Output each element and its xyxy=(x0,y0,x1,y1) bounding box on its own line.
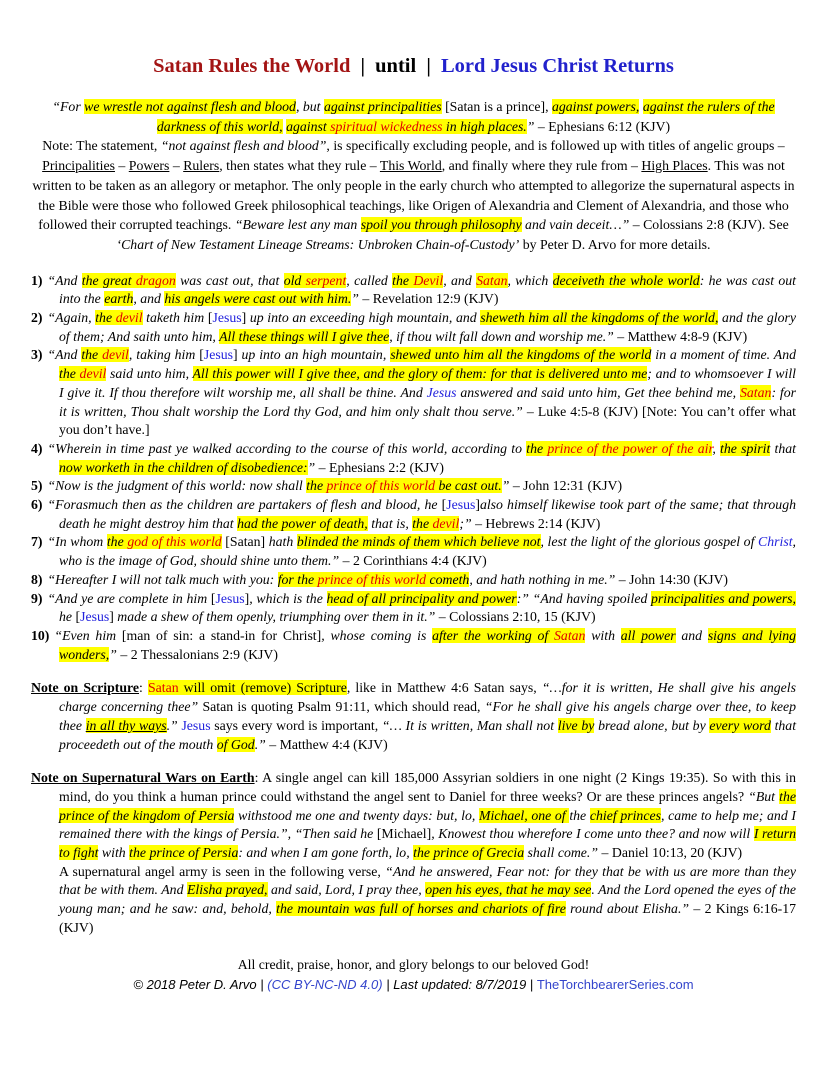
text-run: he xyxy=(59,609,76,625)
list-item-number: 9) xyxy=(31,590,43,606)
text-run: prince of this world xyxy=(317,571,427,587)
list-item-number: 3) xyxy=(31,347,43,363)
text-run: :” “And having spoiled xyxy=(516,590,652,606)
list-item-text xyxy=(48,347,797,437)
text-run: the xyxy=(412,515,433,531)
text-run: Jesus xyxy=(215,590,245,606)
text-run: , which xyxy=(507,272,553,288)
text-run: [ xyxy=(199,347,204,363)
text-run: Jesus xyxy=(80,609,110,625)
text-run: – Matthew 4:4 (KJV) xyxy=(265,736,388,752)
note-on-supernatural-wars xyxy=(31,769,796,937)
text-run: devil xyxy=(432,515,460,531)
text-run: had the power of death, xyxy=(237,515,368,531)
credit-line: All credit, praise, honor, and glory belongs to our beloved God! xyxy=(237,956,590,972)
text-run: hath xyxy=(265,534,297,550)
text-run: signs and lying wonders, xyxy=(59,627,796,662)
text-run: Note on Scripture xyxy=(31,680,140,696)
text-run: , who is the image of God, should shine unto them.” xyxy=(59,534,796,569)
text-run: : xyxy=(139,680,148,696)
text-run: ] xyxy=(109,609,114,625)
text-run: Satan is quoting Psalm 91:11, which should read, xyxy=(198,699,485,715)
text-run: ] xyxy=(244,590,250,606)
copyright-line xyxy=(31,974,796,995)
text-run: – John 14:30 (KJV) xyxy=(615,571,729,587)
text-run: principalities and powers, xyxy=(651,590,797,606)
text-run: all power xyxy=(620,627,676,643)
text-run: says every word is important, xyxy=(210,717,382,733)
text-run: up into an exceeding high mountain, and xyxy=(246,310,481,326)
text-run: – xyxy=(169,158,184,174)
text-run: – Hebrews 2:14 (KJV) xyxy=(471,515,601,531)
text-run: shall come.” xyxy=(524,845,599,861)
text-run: – Colossians 2:10, 15 (KJV) xyxy=(435,609,596,625)
text-run: Devil xyxy=(413,272,444,288)
text-run: old xyxy=(283,272,306,288)
text-run: “Now is the judgment of this world: now shall xyxy=(47,478,307,494)
scripture-list-item xyxy=(31,496,796,533)
text-run: the spirit xyxy=(720,440,771,456)
text-run: and xyxy=(675,627,708,643)
text-run: for the xyxy=(277,571,318,587)
text-run: [Satan] xyxy=(225,534,266,550)
text-run: bread alone, but by xyxy=(594,717,710,733)
text-run: All these things will I give thee xyxy=(219,328,390,344)
text-run: .” xyxy=(254,736,266,752)
text-run: was cast out, that xyxy=(175,272,284,288)
text-run: the xyxy=(81,347,103,363)
text-run: – Daniel 10:13, 20 (KJV) xyxy=(598,845,743,861)
text-run: Rulers xyxy=(183,158,220,174)
list-item-number: 5) xyxy=(31,478,43,494)
text-run: [ xyxy=(207,310,213,326)
text-run: Principalities xyxy=(42,158,115,174)
text-run: the xyxy=(59,366,80,382)
text-run: , then states what they rule – xyxy=(219,158,380,174)
text-run: the xyxy=(106,534,128,550)
list-item-text xyxy=(54,628,796,662)
text-run: the mountain was full of horses and chariots of fire xyxy=(276,901,566,917)
link[interactable]: TheTorchbearerSeries.com xyxy=(536,976,694,992)
text-run: , and xyxy=(443,272,477,288)
text-run: the prince of Persia xyxy=(129,845,239,861)
text-run: with xyxy=(98,845,130,861)
text-run: , lest the light of the glorious gospel of xyxy=(540,534,759,550)
text-run: in high places. xyxy=(442,118,527,134)
text-run: : A single angel can kill 185,000 Assyrian soldiers in one night (2 Kings 19:35). So with this in mind, do you think a human prince could withstand the angel sent to Daniel for three weeks? Or are these princes angels? xyxy=(59,770,796,804)
text-run: Jesus xyxy=(212,310,242,326)
text-run: against xyxy=(286,118,331,134)
text-run: up into an high mountain, xyxy=(237,347,391,363)
text-run: devil xyxy=(102,347,129,363)
text-run: [ xyxy=(210,590,216,606)
text-run: the xyxy=(392,272,414,288)
text-run: – Luke 4:5-8 (KJV) [Note: You can’t offer what you don’t have.] xyxy=(59,403,796,438)
text-run: Jesus xyxy=(426,384,457,400)
text-run: cometh xyxy=(426,571,470,587)
text-run: deceiveth the whole world xyxy=(552,272,700,288)
scripture-list xyxy=(31,272,796,665)
text-run: – Ephesians 6:12 (KJV) xyxy=(534,118,671,134)
list-item-text xyxy=(48,534,797,568)
note-on-scripture xyxy=(31,679,797,754)
text-run: live by xyxy=(557,717,595,733)
text-run: ” xyxy=(526,118,535,134)
text-run: Note: The statement, xyxy=(42,138,161,154)
title-red-text: Satan Rules the World xyxy=(153,55,351,77)
text-run: the prince of Grecia xyxy=(413,845,525,861)
text-run: made a shew of them openly, triumphing over them in it.” xyxy=(113,609,436,625)
text-run: – 2 Thessalonians 2:9 (KJV) xyxy=(116,646,278,662)
text-run: we wrestle not against flesh and blood xyxy=(84,99,296,114)
text-run: , Knowest thou wherefore I come unto thee? and now will xyxy=(431,826,754,842)
text-run: that is, xyxy=(367,515,413,531)
text-run: shewed unto him all the kingdoms of the world xyxy=(390,347,652,363)
text-run: Satan xyxy=(740,384,772,400)
text-run: also himself likewise took part of the same; that through death he might destroy him that xyxy=(59,497,796,531)
text-run: whose coming is xyxy=(330,627,433,643)
text-run: in a moment of time. And xyxy=(651,347,797,363)
text-run: “And xyxy=(47,272,82,288)
text-run: . This was not written to be taken as an allegory or metaphor. The only people in the early church who attempted to allegorize the supernatural aspects in the Bible were those who followed Greek philosophical teachings, like Origen of Alexandria and Clement of Alexandria, and those who followed their corrupted teachings. xyxy=(32,158,795,233)
text-run: prince of the power of the air xyxy=(547,440,713,456)
text-run: All this power will I give thee, and the glory of them: for that is delivered unto me xyxy=(192,366,648,382)
list-item-number: 6) xyxy=(31,497,43,513)
text-run: – Matthew 4:8-9 (KJV) xyxy=(613,328,748,344)
text-run: [ xyxy=(75,609,81,625)
text-run: Elisha prayed, xyxy=(186,882,268,898)
text-run: against principalities xyxy=(323,99,442,114)
text-run: “And he answered, Fear not: for they that be with us are more than they that be with them. And xyxy=(59,863,796,898)
scripture-list-item xyxy=(31,440,796,477)
text-run: Jesus xyxy=(203,347,233,363)
text-run: by Peter D. Arvo for more details. xyxy=(519,236,711,252)
text-run: Powers xyxy=(128,158,170,174)
intro-paragraph xyxy=(31,97,796,255)
text-run: after the working of xyxy=(432,627,555,643)
text-run: the prince of the kingdom of Persia xyxy=(59,788,796,823)
text-run: the xyxy=(569,807,590,823)
text-run: – 2 Kings 6:16-17 (KJV) xyxy=(59,901,796,935)
text-run: Satan xyxy=(147,680,179,696)
text-run: , like in Matthew 4:6 Satan says, xyxy=(346,680,542,696)
text-run: will omit (remove) Scripture xyxy=(178,680,347,696)
text-run: . And the Lord opened the eyes of the young man; and he saw: and, behold, xyxy=(59,882,796,917)
text-run: Jesus xyxy=(181,717,211,733)
text-run: “Again, xyxy=(47,310,96,326)
text-run: ] xyxy=(232,347,238,363)
text-run: “In whom xyxy=(47,534,107,550)
title-blue-text: Lord Jesus Christ Returns xyxy=(440,55,674,77)
text-run: , xyxy=(321,627,331,643)
list-item-text xyxy=(48,273,797,307)
text-run: : for it is written, Thou shalt worship the Lord thy God, and him only shalt thou serve.” xyxy=(59,384,797,419)
text-run: , xyxy=(712,440,721,456)
text-run: prince of this world xyxy=(326,478,435,494)
text-run: © 2018 Peter D. Arvo | xyxy=(133,976,268,992)
text-run: , if thou wilt fall down and worship me.” xyxy=(389,328,614,344)
text-run: earth xyxy=(104,291,134,307)
text-run: against powers, xyxy=(551,99,640,114)
scripture-list-item xyxy=(31,346,797,440)
text-run: “And xyxy=(47,347,82,363)
text-run: “Beware lest any man xyxy=(234,217,361,233)
list-item-number: 7) xyxy=(31,534,43,550)
text-run: Note on Supernatural Wars on Earth xyxy=(31,770,255,786)
text-run: the xyxy=(526,440,548,456)
text-run: withstood me one and twenty days: but, lo, xyxy=(234,807,479,823)
scripture-list-item xyxy=(31,533,796,570)
text-run: : he was cast out into the xyxy=(59,272,796,307)
text-run: his angels were cast out with him. xyxy=(164,291,352,307)
text-run: and vain deceit…” xyxy=(521,217,630,233)
text-run: Jesus xyxy=(446,497,476,513)
text-run: “Hereafter I will not talk much with you: xyxy=(47,571,278,587)
text-run: spoil you through philosophy xyxy=(360,217,522,233)
text-run: open his eyes, that he may see xyxy=(425,882,592,898)
text-run: | Last updated: 8/7/2019 | xyxy=(382,976,537,992)
text-run: the xyxy=(95,310,116,326)
document-title xyxy=(31,54,796,78)
text-run: – Revelation 12:9 (KJV) xyxy=(358,291,499,307)
scripture-list-item xyxy=(31,590,797,627)
text-run: “… It is written, Man shall not xyxy=(381,717,558,733)
scripture-list-item xyxy=(31,571,796,590)
title-divider: | xyxy=(426,55,431,77)
list-item-text xyxy=(48,441,797,475)
text-run: , and hath nothing in me.” xyxy=(469,571,616,587)
text-run: “…for it is written, He shall give his angels charge concerning thee” xyxy=(59,680,796,715)
text-run: – Colossians 2:8 (KJV). See xyxy=(629,217,789,233)
text-run: Christ xyxy=(758,534,793,550)
text-run: that xyxy=(770,440,796,456)
scripture-list-item xyxy=(31,477,796,496)
text-run: , taking him xyxy=(128,347,200,363)
text-run: – Ephesians 2:2 (KJV) xyxy=(315,459,444,475)
title-middle-text: until xyxy=(375,55,417,77)
text-run: Satan xyxy=(476,272,508,288)
list-item-text xyxy=(48,591,797,625)
list-item-text xyxy=(48,497,797,531)
list-item-number: 4) xyxy=(31,440,43,456)
list-item-number: 2) xyxy=(31,310,43,326)
text-run: , called xyxy=(346,272,393,288)
text-run: Michael, one of xyxy=(479,807,570,823)
text-run: , but xyxy=(295,99,324,114)
text-run: – John 12:31 (KJV) xyxy=(509,478,623,494)
text-run: dragon xyxy=(135,272,176,288)
text-run: “not against flesh and blood” xyxy=(160,138,327,154)
text-run: spiritual wickedness xyxy=(330,118,443,134)
text-run: ” xyxy=(351,291,359,307)
text-run: devil xyxy=(79,366,107,382)
text-run: A supernatural angel army is seen in the following verse, xyxy=(59,863,386,879)
list-item-text xyxy=(48,572,729,587)
list-item-text xyxy=(48,310,796,344)
title-divider: | xyxy=(360,55,366,77)
text-run: god of this world xyxy=(127,534,222,550)
text-run: against the rulers of the darkness of this world, xyxy=(156,99,775,134)
text-run: serpent xyxy=(305,272,347,288)
text-run: I return to fight xyxy=(59,826,796,861)
text-run: , which is the xyxy=(249,590,327,606)
scripture-list-item xyxy=(31,627,796,664)
text-run: – 2 Corinthians 4:4 (KJV) xyxy=(339,553,487,569)
text-run: .” xyxy=(166,717,178,733)
text-run: ” xyxy=(109,646,117,662)
footer xyxy=(31,955,796,995)
text-run: devil xyxy=(115,310,143,326)
text-run: This World xyxy=(379,158,442,174)
text-run: [ xyxy=(441,497,447,513)
text-run: High Places xyxy=(641,158,708,174)
text-run: said unto him, xyxy=(106,366,193,382)
text-run: “For xyxy=(52,99,85,114)
list-item-number: 1) xyxy=(31,272,43,288)
text-run: in all thy ways xyxy=(85,717,167,733)
text-run: chief princes xyxy=(589,807,661,823)
text-run: the xyxy=(306,478,327,494)
text-run: “Even him xyxy=(54,627,122,643)
text-run: “For he shall give his angels charge over thee, to keep thee xyxy=(59,699,797,733)
text-run: now worketh in the children of disobedience: xyxy=(59,459,308,475)
text-run: “And ye are complete in him xyxy=(47,590,211,606)
text-run: taketh him xyxy=(142,310,208,326)
text-run: round about Elisha.” xyxy=(565,901,690,917)
text-run: that proceedeth out of the mouth xyxy=(59,717,797,752)
text-run: of God xyxy=(216,736,255,752)
text-run: ; and to whomsoever I will I give it. If thou therefore wilt worship me, all shall be thine. And xyxy=(59,366,796,400)
link[interactable]: (CC BY-NC-ND 4.0) xyxy=(267,976,383,992)
text-run: answered and said unto him, Get thee behind me, xyxy=(456,384,740,400)
list-item-number: 10) xyxy=(31,627,50,643)
text-run: [Satan is a prince], xyxy=(445,99,549,114)
text-run: be cast out. xyxy=(435,478,502,494)
text-run: , and xyxy=(133,291,165,307)
text-run: ” xyxy=(307,459,316,475)
text-run: , came to help me; and I remained there with the kings of Persia.”, “Then said he xyxy=(59,807,796,842)
list-item-text xyxy=(48,478,623,493)
text-run: and the glory of them; And saith unto him, xyxy=(59,310,796,344)
text-run: and said, Lord, I pray thee, xyxy=(267,882,426,898)
text-run: : and when I am gone forth, lo, xyxy=(238,845,414,861)
list-item-number: 8) xyxy=(31,571,43,587)
text-run: ] xyxy=(241,310,247,326)
text-run: with xyxy=(585,627,621,643)
text-run: ] xyxy=(475,497,480,513)
text-run: “Wherein in time past ye walked according to the course of this world, according to xyxy=(47,440,527,456)
text-run: [Michael] xyxy=(376,826,432,842)
text-run: , is specifically excluding people, and is followed up with titles of angelic groups – xyxy=(326,138,785,154)
text-run: – xyxy=(114,158,129,174)
text-run: , and finally where they rule from – xyxy=(441,158,642,174)
text-run: “But xyxy=(748,788,780,804)
text-run: [man of sin: a stand-in for Christ] xyxy=(121,627,322,643)
text-run: every word xyxy=(709,717,771,733)
text-run: blinded the minds of them which believe not xyxy=(296,534,541,550)
text-run: ;” xyxy=(459,515,472,531)
text-run: head of all principality and power xyxy=(326,590,517,606)
text-run: ” xyxy=(501,478,510,494)
scripture-list-item xyxy=(31,309,796,346)
text-run: ‘Chart of New Testament Lineage Streams: Unbroken Chain-of-Custody’ xyxy=(116,236,520,252)
text-run: “Forasmuch then as the children are partakers of flesh and blood, he xyxy=(47,497,442,513)
text-run: the great xyxy=(81,272,136,288)
text-run: sheweth him all the kingdoms of the world, xyxy=(480,310,719,326)
text-run: Satan xyxy=(554,627,586,643)
scripture-list-item xyxy=(31,272,796,309)
